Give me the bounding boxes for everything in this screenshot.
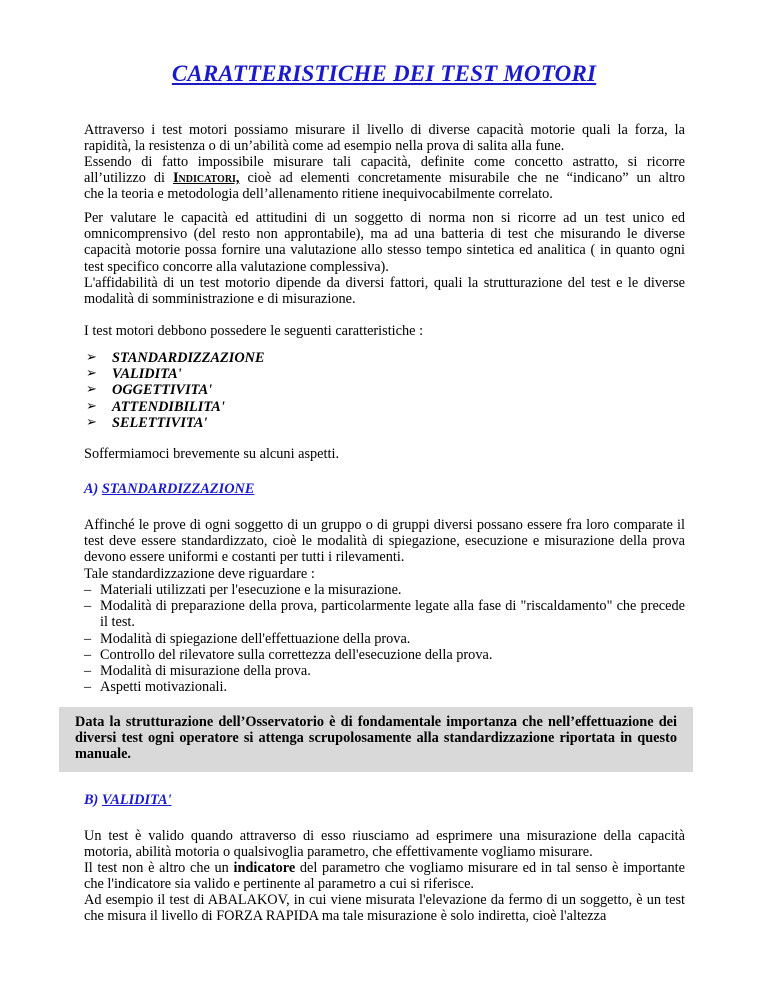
paragraph-battery: Per valutare le capacità ed attitudini di un soggetto di norma non si ricorre ad un test unico ed omnicomprensivo (del resto non approntabile), ma ad una batteria di test che misurando le diverse capacità motorie possa fornire una valutazione allo stesso tempo sintetica ed analitica ( in quanto ogni test specifico concorre alla valutazione complessiva). xyxy=(84,210,685,275)
list-intro: I test motori debbono possedere le seguenti caratteristiche : xyxy=(84,323,424,339)
intro-line-3: Essendo di fatto impossibile misurare tali capacità, definite come concetto astratto, si ricorre xyxy=(84,154,685,170)
section-a-body: Affinché le prove di ogni soggetto di un gruppo o di gruppi diversi possano essere fra loro comparate il test deve essere standardizzato, cioè le modalità di spiegazione, esecuzione e misurazione della prova devono essere uniformi e costanti per tutti i rilevamenti. xyxy=(84,517,685,566)
list-item: – Materiali utilizzati per l'esecuzione e la misurazione. xyxy=(84,582,402,598)
intro-line-4 xyxy=(84,170,685,186)
paragraph-reliability: L'affidabilità di un test motorio dipende da diversi fattori, quali la strutturazione del test e le diverse modalità di somministrazione e di misurazione. xyxy=(84,275,685,308)
dash-bullet: – xyxy=(84,646,92,663)
section-b-title: VALIDITA' xyxy=(101,792,172,808)
indicatori-term: Indicatori, xyxy=(172,170,240,186)
note-text: Data la strutturazione dell’Osservatorio è di fondamentale importanza che nell’effettuazione dei diversi test ogni operatore si attenga scrupolosamente alla standardizzazione riportata in questo manuale. xyxy=(75,714,677,763)
intro-line-5: che la teoria e metodologia dell’allenamento ritiene inequivocabilmente correlato. xyxy=(84,186,553,202)
arrow-bullet-icon: ➢ xyxy=(86,414,97,430)
list-item: – Controllo del rilevatore sulla correttezza dell'esecuzione della prova. xyxy=(84,646,493,663)
intro-line-1: Attraverso i test motori possiamo misurare il livello di diverse capacità motorie quali la forza, la xyxy=(84,122,685,138)
indicatore-term: indicatore xyxy=(233,860,296,876)
arrow-bullet-icon: ➢ xyxy=(86,398,97,414)
section-b-body-3: Ad esempio il test di ABALAKOV, in cui viene misurata l'elevazione da fermo di un soggetto, è un test che misura il livello di FORZA RAPIDA ma tale misurazione è solo indiretta, cioè l'altezza xyxy=(84,892,685,925)
intro-line-4-pre: all’utilizzo di xyxy=(84,170,173,186)
list-item: – Modalità di misurazione della prova. xyxy=(84,663,311,680)
intro-line-2: rapidità, la resistenza o di un’abilità come ad esempio nella prova di salita alla fune. xyxy=(84,138,565,154)
section-b-body-2: Il test non è altro che un indicatore del parametro che vogliamo misurare ed in tal senso è importante che l'indicatore sia valido e pertinente al parametro a cui si riferisce. xyxy=(84,860,685,893)
arrow-bullet-icon: ➢ xyxy=(86,366,97,382)
dash-bullet: – xyxy=(84,630,92,647)
section-b-heading xyxy=(84,792,172,809)
standardization-list xyxy=(84,582,685,695)
dash-bullet: – xyxy=(84,679,92,696)
section-b-prefix: B) xyxy=(84,792,99,808)
dash-bullet: – xyxy=(84,598,92,615)
section-a-prefix: A) xyxy=(84,481,99,497)
arrow-bullet-icon: ➢ xyxy=(86,382,97,398)
document-page: CARATTERISTICHE DEI TEST MOTORI Attraverso i test motori possiamo misurare il livello di diverse capacità motorie quali la forza, la rapidità, la resistenza o di un’abilità come ad esempio nella prova di salita alla fune. Essendo di fatto impossibile misurare tali capacità, definite come concetto astratto, si ricorre all’utilizzo di Indicatori, cioè ad elementi concretamente misurabile che ne “indicano” un altro che la teoria e metodologia dell’allenamento ritiene inequivocabilmente correlato. Per valutare le capacità ed attitudini di un soggetto di norma non si ricorre ad un test unico ed omnicomprensivo (del resto non approntabile), ma ad una batteria di test che misurando le diverse capacità motorie possa fornire una valutazione allo stesso tempo sintetica ed analitica ( in quanto ogni test specifico concorre alla valutazione complessiva). L'affidabilità di un test motorio dipende da diversi fattori, quali la strutturazione del test e le diverse modalità di somministrazione e di misurazione. I test motori debbono possedere le seguenti caratteristiche : ➢ STANDARDIZZAZIONE ➢ VALIDITA' ➢ OGGETTIVITA' ➢ ATTENDIBILITA' ➢ SELETTIVITA' Soffermiamoci brevemente su alcuni aspetti. A) STANDARDIZZAZIONE Affinché le prove di ogni soggetto di un gruppo o di gruppi diversi possano essere fra loro comparate il test deve essere standardizzato, cioè le modalità di spiegazione, esecuzione e misurazione della prova devono essere uniformi e costanti per tutti i rilevamenti. Tale standardizzazione deve riguardare : – Materiali utilizzati per l'esecuzione e la misurazione. – Modalità di preparazione della prova, particolarmente legate alla fase di "riscaldamento" che precede il test. – Modalità di spiegazione dell'effettuazione della prova. – Controllo del rilevatore sulla correttezza dell'esecuzione della prova. – Modalità di misurazione della prova. – Aspetti motivazionali. Data la strutturazione dell’Osservatorio è di fondamentale importanza che nell’effettuazione dei diversi test ogni operatore si attenga scrupolosamente alla standardizzazione riportata in questo manuale. B) VALIDITA' Un test è valido quando attraverso di esso riusciamo ad esprimere una misurazione della capacità motoria, abilità motoria o qualsivoglia parametro, che effettivamente vogliamo misurare. Il test non è altro che un indicatore del parametro che vogliamo misurare ed in tal senso è importante che l'indicatore sia valido e pertinente al parametro a cui si riferisce. Ad esempio il test di ABALAKOV, in cui viene misurata l'elevazione da fermo di un soggetto, è un test che misura il livello di FORZA RAPIDA ma tale misurazione è solo indiretta, cioè l'altezza xyxy=(0,0,768,994)
page-title: CARATTERISTICHE DEI TEST MOTORI xyxy=(171,61,597,86)
section-b-body-1: Un test è valido quando attraverso di esso riusciamo ad esprimere una misurazione della capacità motoria, abilità motoria o qualsivoglia parametro, che effettivamente vogliamo misurare. xyxy=(84,828,685,861)
list-item: – Aspetti motivazionali. xyxy=(84,679,228,696)
intro-line-4-post: cioè ad elementi concretamente misurabile che ne “indicano” un altro xyxy=(239,170,685,186)
arrow-bullet-icon: ➢ xyxy=(86,350,97,365)
dash-bullet: – xyxy=(84,582,92,598)
dash-bullet: – xyxy=(84,663,92,680)
section-a-subintro: Tale standardizzazione deve riguardare : xyxy=(84,566,315,582)
list-item: – Modalità di spiegazione dell'effettuazione della prova. xyxy=(84,630,411,647)
list-item: – Modalità di preparazione della prova, particolarmente legate alla fase di "riscaldamento" che precede il test. xyxy=(84,598,685,631)
note-box xyxy=(59,707,693,772)
section-a-title: STANDARDIZZAZIONE xyxy=(101,481,255,497)
section-a-heading xyxy=(84,481,254,498)
transition-text: Soffermiamoci brevemente su alcuni aspetti. xyxy=(84,446,340,462)
